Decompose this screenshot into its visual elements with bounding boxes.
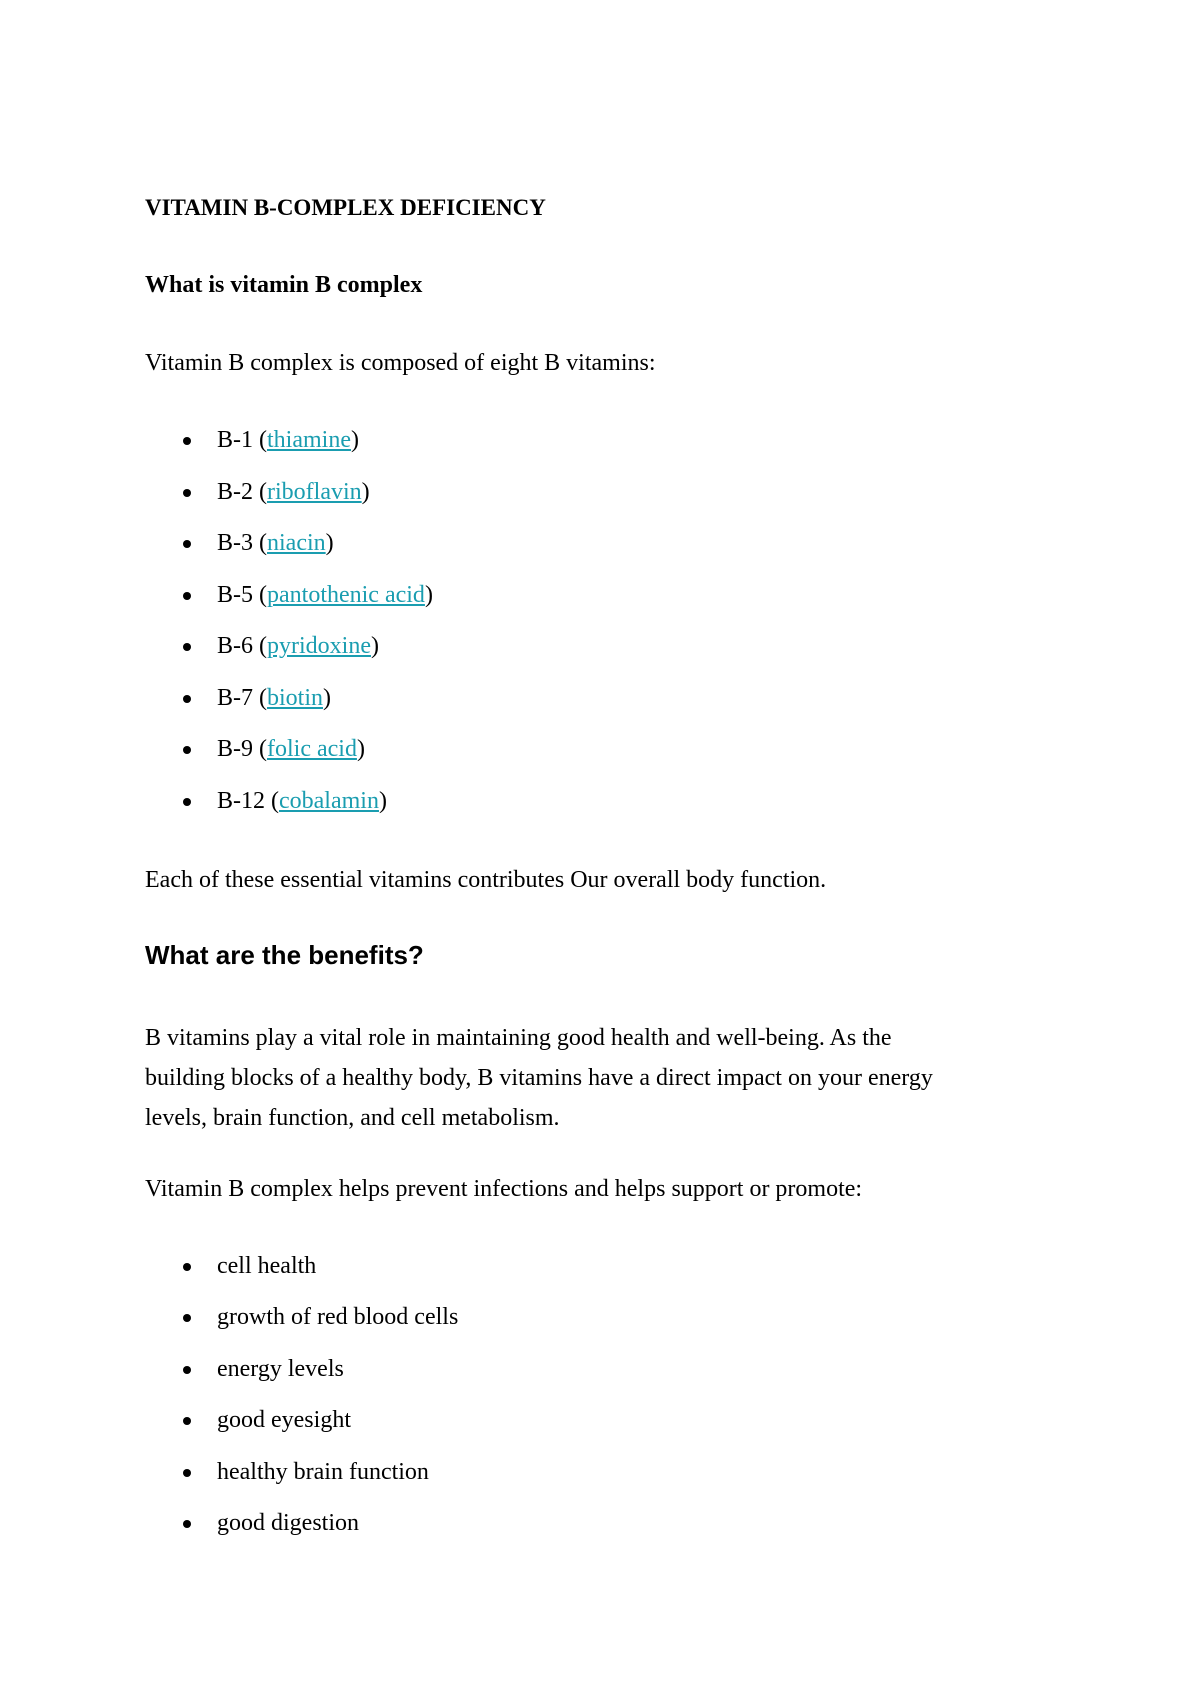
vitamin-code: B-5 [217, 581, 253, 608]
bullet-icon [183, 798, 191, 806]
bullet-icon [183, 437, 191, 445]
list-item: B-1 (thiamine) [145, 425, 433, 477]
vitamin-code: B-2 [217, 478, 253, 505]
benefit-text: good digestion [217, 1509, 359, 1536]
list-item [145, 1457, 458, 1508]
bullet-icon [183, 1314, 191, 1322]
vitamin-link-pantothenic-acid[interactable]: pantothenic acid [267, 581, 425, 608]
vitamin-code: B-3 [217, 530, 253, 556]
vitamin-code: B-6 [217, 633, 253, 659]
bullet-icon [183, 1520, 191, 1528]
paragraph-line: building blocks of a healthy body, B vitamins have a direct impact on your energy [145, 1065, 933, 1091]
list-item: B-6 (pyridoxine) [145, 631, 433, 683]
list-item: B-3 (niacin) [145, 528, 433, 580]
list-item [145, 1302, 458, 1353]
list-item: B-12 (cobalamin) [145, 786, 433, 838]
paragraph-line: B vitamins play a vital role in maintaining good health and well-being. As the [145, 1025, 892, 1051]
document-title: VITAMIN B-COMPLEX DEFICIENCY [145, 195, 546, 220]
benefits-paragraph [145, 1018, 1075, 1138]
list-item [145, 1508, 458, 1559]
support-intro-text: Vitamin B complex helps prevent infections and helps support or promote: [145, 1176, 863, 1202]
b-vitamin-list [145, 425, 433, 837]
bullet-icon [183, 746, 191, 754]
list-item: B-5 (pantothenic acid) [145, 580, 433, 632]
intro-text: Vitamin B complex is composed of eight B vitamins: [145, 350, 656, 376]
list-item [145, 1354, 458, 1405]
benefits-heading: What are the benefits? [145, 940, 424, 970]
paragraph-line: levels, brain function, and cell metabolism. [145, 1105, 560, 1131]
section-subheading: What is vitamin B complex [145, 272, 423, 298]
benefit-text: energy levels [217, 1355, 344, 1382]
vitamin-link-thiamine[interactable]: thiamine [267, 427, 351, 453]
benefit-text: cell health [217, 1253, 317, 1279]
bullet-icon [183, 1469, 191, 1477]
bullet-icon [183, 1417, 191, 1425]
bullet-icon [183, 540, 191, 548]
vitamin-link-biotin[interactable]: biotin [267, 684, 324, 711]
benefit-text: healthy brain function [217, 1458, 429, 1485]
benefit-text: good eyesight [217, 1407, 351, 1434]
vitamin-code: B-12 [217, 787, 265, 814]
vitamin-link-riboflavin[interactable]: riboflavin [267, 478, 362, 505]
vitamin-link-niacin[interactable]: niacin [267, 530, 326, 556]
vitamin-link-cobalamin[interactable]: cobalamin [279, 787, 379, 814]
summary-text: Each of these essential vitamins contributes Our overall body function. [145, 867, 827, 893]
bullet-icon [183, 489, 191, 497]
vitamin-link-folic-acid[interactable]: folic acid [267, 736, 357, 762]
benefits-list [145, 1251, 458, 1559]
list-item: B-9 (folic acid) [145, 734, 433, 786]
list-item [145, 1251, 458, 1302]
list-item [145, 1405, 458, 1456]
list-item: B-2 (riboflavin) [145, 477, 433, 529]
vitamin-code: B-7 [217, 684, 253, 711]
bullet-icon [183, 592, 191, 600]
bullet-icon [183, 695, 191, 703]
benefit-text: growth of red blood cells [217, 1304, 459, 1331]
vitamin-code: B-1 [217, 427, 253, 453]
bullet-icon [183, 1263, 191, 1271]
vitamin-link-pyridoxine[interactable]: pyridoxine [267, 633, 371, 659]
vitamin-code: B-9 [217, 736, 253, 762]
bullet-icon [183, 1366, 191, 1374]
bullet-icon [183, 643, 191, 651]
list-item: B-7 (biotin) [145, 683, 433, 735]
